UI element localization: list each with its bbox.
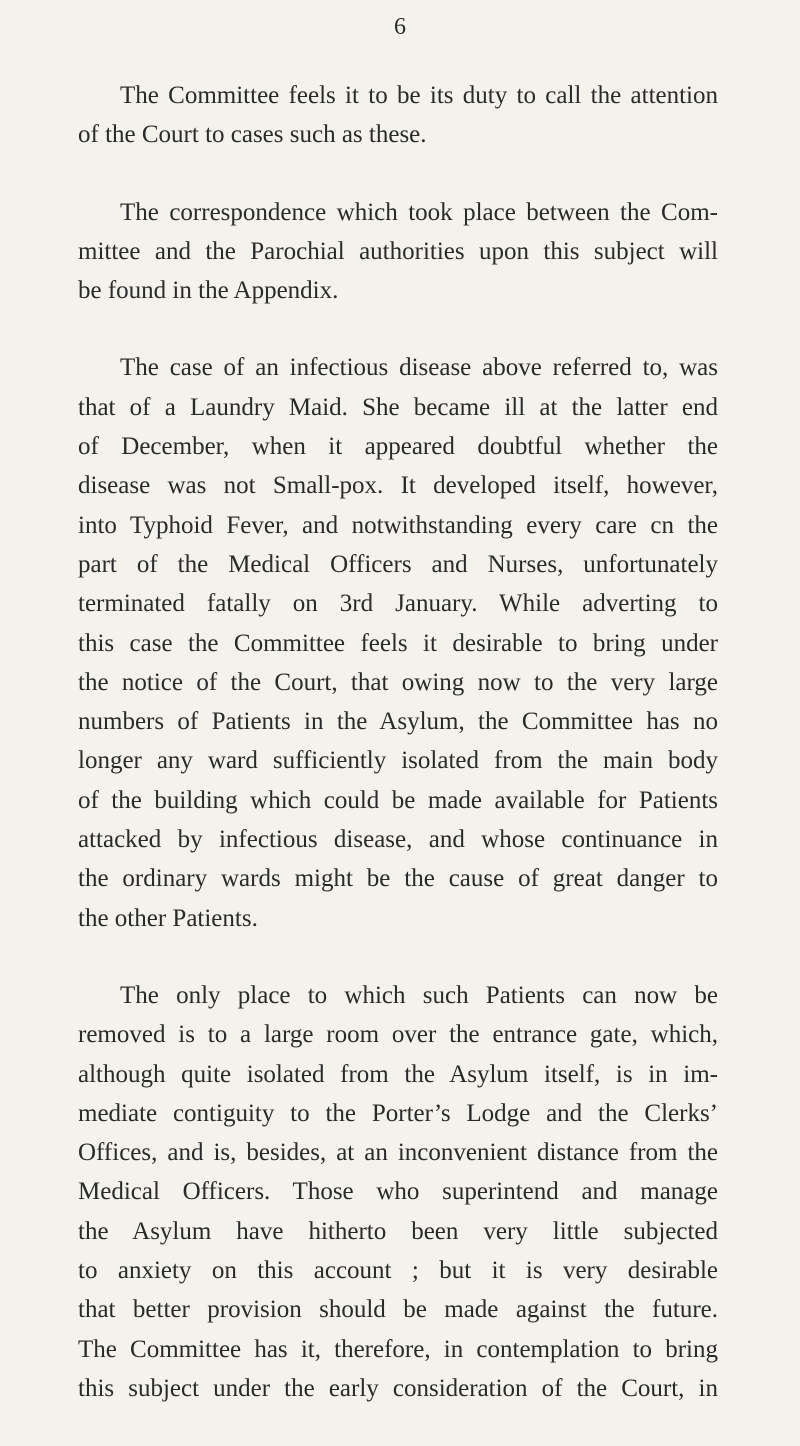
text-line: into Typhoid Fever, and notwithstanding every care cn the [78, 511, 718, 539]
text-line: Medical Officers. Those who superintend and manage [78, 1178, 718, 1206]
paragraph-3 [78, 348, 718, 937]
text-line: the Asylum have hitherto been very little subjected [78, 1217, 718, 1245]
text-line: disease was not Small-pox. It developed itself, however, [78, 472, 718, 500]
text-line: Offices, and is, besides, at an inconvenient distance from the [78, 1139, 718, 1167]
text-line: mittee and the Parochial authorities upon this subject will [78, 237, 718, 265]
text-line: terminated fatally on 3rd January. While adverting to [78, 590, 718, 618]
text-line: numbers of Patients in the Asylum, the Committee has no [78, 708, 718, 736]
text-line: the other Patients. [78, 904, 258, 932]
text-line: to anxiety on this account ; but it is very desirable [78, 1257, 718, 1285]
text-line: be found in the Appendix. [78, 277, 339, 305]
text-line: although quite isolated from the Asylum itself, is in im- [78, 1060, 718, 1088]
paragraph-1 [78, 76, 718, 155]
text-line: of December, when it appeared doubtful whether the [78, 433, 718, 461]
text-line: The correspondence which took place between the Com- [120, 198, 718, 226]
text-line: this subject under the early consideration of the Court, in [78, 1374, 718, 1402]
text-line: attacked by infectious disease, and whose continuance in [78, 826, 718, 854]
paragraph-4 [78, 976, 718, 1408]
text-line: longer any ward sufficiently isolated from the main body [78, 747, 718, 775]
text-line: that better provision should be made against the future. [78, 1296, 718, 1324]
text-line: part of the Medical Officers and Nurses, unfortunately [78, 550, 718, 578]
text-line: The Committee feels it to be its duty to call the attention [120, 82, 718, 109]
text-line: of the building which could be made available for Patients [78, 786, 718, 814]
text-line: that of a Laundry Maid. She became ill at the latter end [78, 393, 718, 421]
text-line: The only place to which such Patients can now be [120, 981, 718, 1009]
paragraph-2 [78, 193, 718, 311]
text-line: removed is to a large room over the entrance gate, which, [78, 1021, 718, 1049]
text-line: The case of an infectious disease above referred to, was [120, 354, 718, 382]
text-line: this case the Committee feels it desirable to bring under [78, 629, 718, 657]
text-line: the ordinary wards might be the cause of great danger to [78, 865, 718, 893]
text-line: the notice of the Court, that owing now to the very large [78, 668, 718, 696]
body-text [78, 76, 718, 1446]
text-line: of the Court to cases such as these. [78, 121, 427, 149]
page-number: 6 [394, 14, 406, 40]
text-line: The Committee has it, therefore, in contemplation to bring [78, 1335, 718, 1363]
text-line: mediate contiguity to the Porter’s Lodge and the Clerks’ [78, 1099, 718, 1127]
